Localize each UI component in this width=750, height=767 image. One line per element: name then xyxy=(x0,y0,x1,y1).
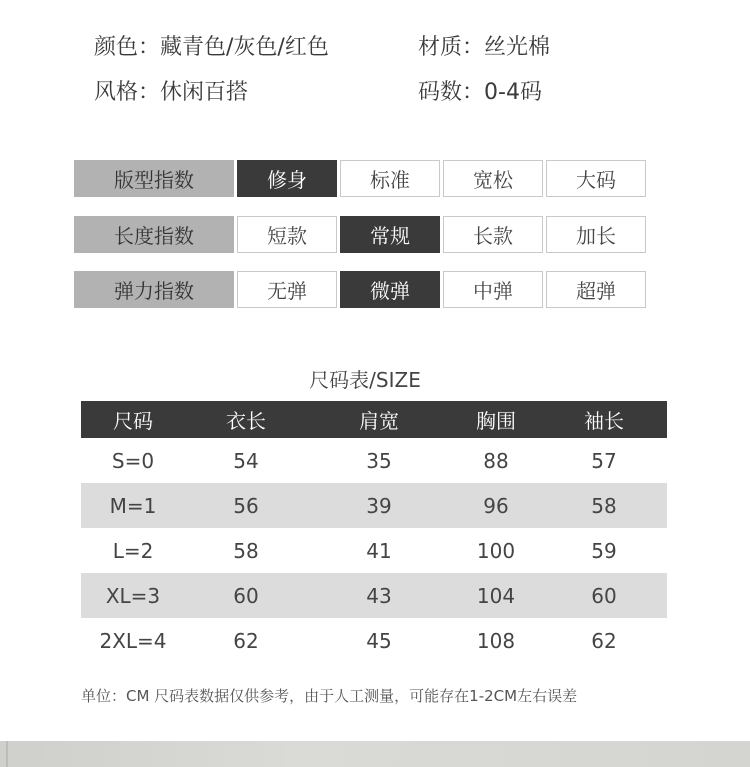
length-index-row xyxy=(74,216,646,253)
cell-length: 60 xyxy=(233,583,259,608)
fit-option: 宽松 xyxy=(443,160,543,197)
elasticity-index-row xyxy=(74,271,646,308)
bottom-strip-edge xyxy=(6,741,8,767)
elasticity-option: 超弹 xyxy=(546,271,646,308)
size-range-info xyxy=(418,75,542,106)
material-info xyxy=(418,30,550,61)
measurement-note: 单位：CM 尺码表数据仅供参考，由于人工测量，可能存在1-2CM左右误差 xyxy=(81,687,578,705)
fit-option: 大码 xyxy=(546,160,646,197)
header-sleeve: 袖长 xyxy=(584,409,624,433)
fit-index-label: 版型指数 xyxy=(74,160,234,197)
cell-sleeve: 62 xyxy=(591,628,617,653)
cell-chest: 88 xyxy=(483,448,509,473)
cell-length: 62 xyxy=(233,628,259,653)
material-value: 丝光棉 xyxy=(484,35,551,60)
length-index-label: 长度指数 xyxy=(74,216,234,253)
cell-length: 58 xyxy=(233,538,259,563)
table-row xyxy=(81,483,667,528)
length-option: 长款 xyxy=(443,216,543,253)
cell-size: 2XL=4 xyxy=(99,628,167,653)
length-option: 常规 xyxy=(340,216,440,253)
table-row xyxy=(81,438,667,483)
size-range-value: 0-4码 xyxy=(484,80,542,105)
cell-size: M=1 xyxy=(109,493,157,518)
color-info xyxy=(94,30,329,61)
header-length: 衣长 xyxy=(226,409,266,433)
cell-shoulder: 41 xyxy=(366,538,392,563)
table-row xyxy=(81,528,667,573)
cell-sleeve: 60 xyxy=(591,583,617,608)
elasticity-option: 无弹 xyxy=(237,271,337,308)
cell-shoulder: 45 xyxy=(366,628,392,653)
fit-option: 修身 xyxy=(237,160,337,197)
header-shoulder: 肩宽 xyxy=(359,409,399,433)
color-value: 藏青色/灰色/红色 xyxy=(160,35,329,60)
cell-length: 56 xyxy=(233,493,259,518)
cell-chest: 100 xyxy=(476,538,516,563)
fit-index-row xyxy=(74,160,646,197)
fit-option: 标准 xyxy=(340,160,440,197)
cell-size: L=2 xyxy=(112,538,154,563)
cell-length: 54 xyxy=(233,448,259,473)
cell-size: S=0 xyxy=(111,448,155,473)
size-table-title: 尺码表/SIZE xyxy=(309,368,421,392)
cell-chest: 104 xyxy=(476,583,516,608)
style-value: 休闲百搭 xyxy=(160,80,249,105)
cell-shoulder: 39 xyxy=(366,493,392,518)
length-option: 加长 xyxy=(546,216,646,253)
header-chest: 胸围 xyxy=(476,409,516,433)
bottom-photo-strip xyxy=(0,741,750,767)
style-label: 风格： xyxy=(94,80,161,105)
elasticity-index-label: 弹力指数 xyxy=(74,271,234,308)
table-row xyxy=(81,573,667,618)
style-info xyxy=(94,75,248,106)
elasticity-option: 中弹 xyxy=(443,271,543,308)
table-row xyxy=(81,618,667,663)
length-option: 短款 xyxy=(237,216,337,253)
cell-chest: 96 xyxy=(483,493,509,518)
material-label: 材质： xyxy=(418,35,485,60)
cell-shoulder: 43 xyxy=(366,583,392,608)
elasticity-option: 微弹 xyxy=(340,271,440,308)
cell-sleeve: 58 xyxy=(591,493,617,518)
cell-chest: 108 xyxy=(476,628,516,653)
size-range-label: 码数： xyxy=(418,80,485,105)
size-table xyxy=(81,401,667,663)
cell-shoulder: 35 xyxy=(366,448,392,473)
color-label: 颜色： xyxy=(94,35,161,60)
cell-sleeve: 59 xyxy=(591,538,617,563)
cell-sleeve: 57 xyxy=(591,448,617,473)
cell-size: XL=3 xyxy=(105,583,161,608)
size-table-header xyxy=(81,401,667,438)
header-size: 尺码 xyxy=(113,409,153,433)
